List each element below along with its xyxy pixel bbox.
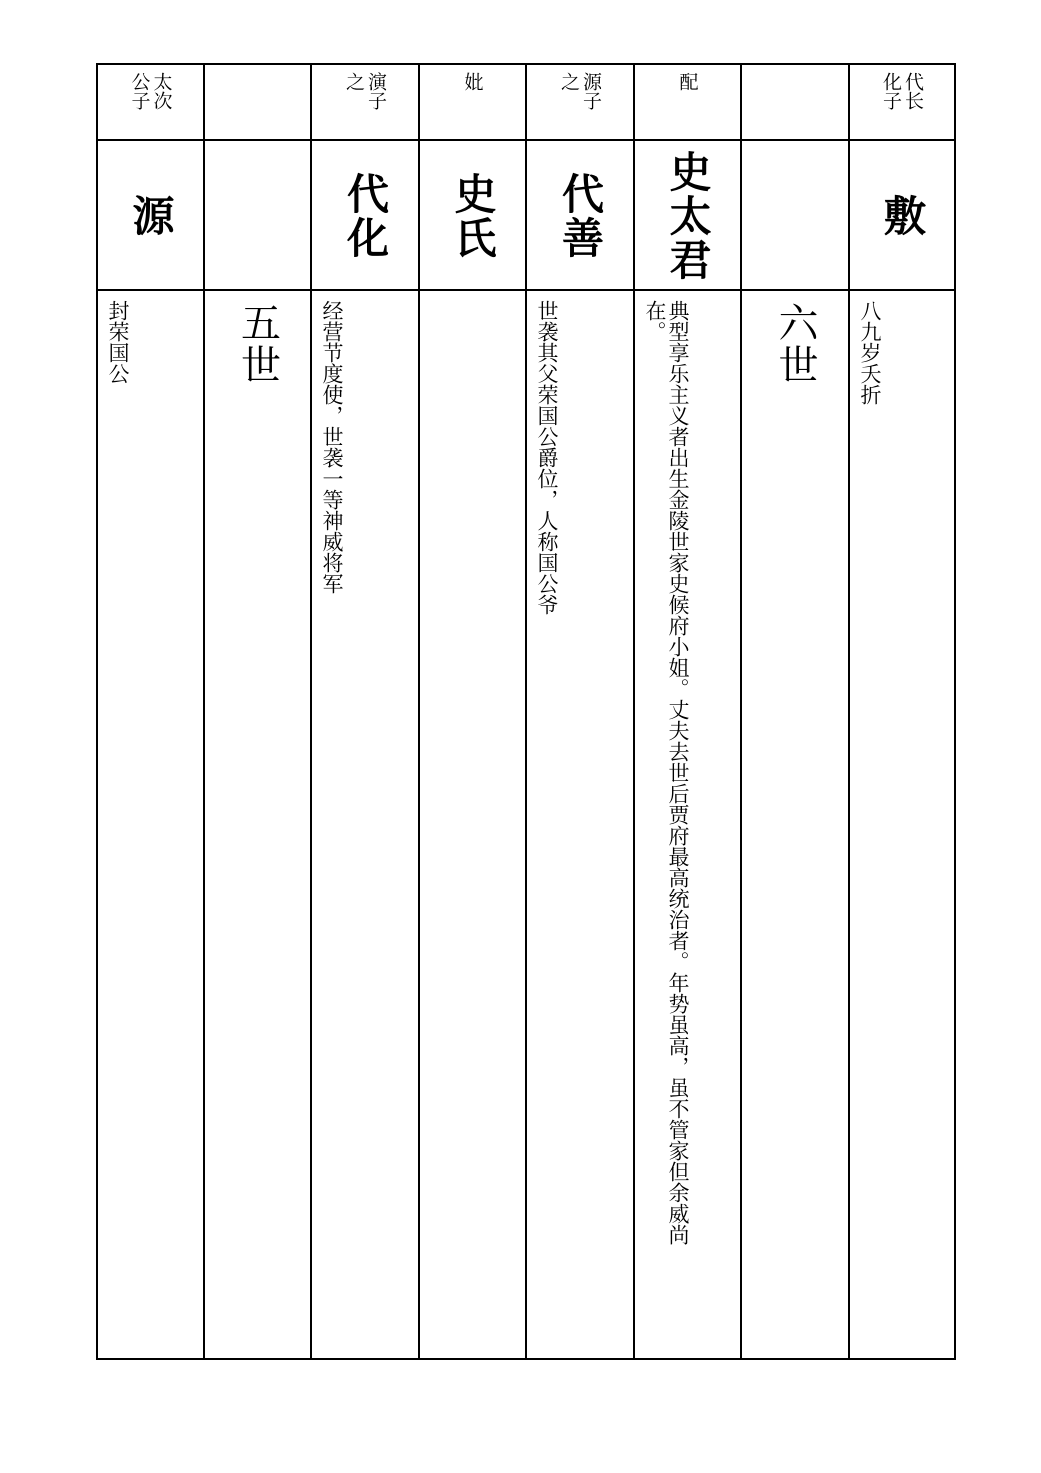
name-cell <box>635 143 740 289</box>
name-cell <box>527 143 633 289</box>
description-cell <box>635 292 740 1358</box>
generation-label: 五世 <box>234 302 281 386</box>
header-cell <box>205 65 310 140</box>
person-name: 源 <box>126 194 176 238</box>
relation-label: 演子之 <box>343 72 387 110</box>
relation-label: 妣 <box>461 72 484 91</box>
generation-cell <box>205 292 310 1358</box>
name-cell <box>205 143 310 289</box>
person-name: 代化 <box>341 172 390 260</box>
description-cell <box>527 292 633 1358</box>
description-cell <box>850 292 954 1358</box>
person-name: 史太君 <box>663 150 713 282</box>
relation-label: 太次公子 <box>128 72 173 110</box>
generation-label: 六世 <box>772 302 818 386</box>
person-name: 代善 <box>556 172 605 260</box>
person-description: 封荣国公 <box>106 300 130 384</box>
header-cell <box>420 65 525 140</box>
relation-label: 代长化子 <box>880 72 924 110</box>
person-name: 史氏 <box>448 172 498 260</box>
name-cell <box>312 143 418 289</box>
description-cell <box>98 292 203 1358</box>
generation-cell <box>742 292 848 1358</box>
header-cell <box>98 65 203 140</box>
header-cell <box>635 65 740 140</box>
person-description: 经营节度使，世袭一等神威将军 <box>320 300 344 594</box>
person-description: 典型享乐主义者出生金陵世家史候府小姐。丈夫去世后贾府最高统治者。年势虽高，虽不管家但余威尚在。 <box>643 300 690 1245</box>
header-cell <box>850 65 954 140</box>
name-cell <box>850 143 954 289</box>
name-cell <box>420 143 525 289</box>
name-cell <box>98 143 203 289</box>
name-cell <box>742 143 848 289</box>
header-cell <box>312 65 418 140</box>
person-name: 敷 <box>878 194 927 238</box>
relation-label: 源子之 <box>558 72 602 110</box>
header-cell <box>742 65 848 140</box>
relation-label: 配 <box>676 72 699 91</box>
header-cell <box>527 65 633 140</box>
description-cell <box>420 292 525 1358</box>
person-description: 八九岁夭折 <box>858 300 882 405</box>
description-cell <box>312 292 418 1358</box>
person-description: 世袭其父荣国公爵位，人称国公爷 <box>535 300 559 615</box>
